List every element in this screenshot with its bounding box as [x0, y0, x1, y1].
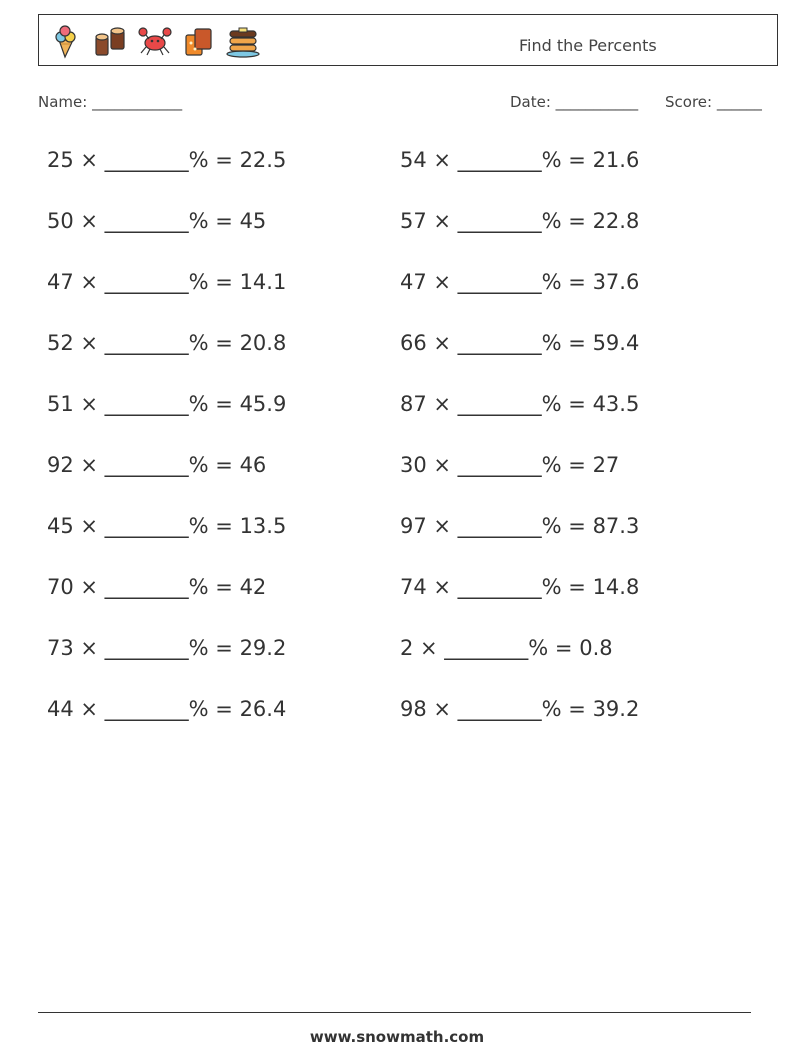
problem-item: 47 × ________% = 37.6: [400, 270, 640, 294]
problem-item: 97 × ________% = 87.3: [400, 514, 640, 538]
header-box: [38, 14, 778, 66]
score-field: Score: ______: [665, 93, 762, 111]
toast-icon: [181, 23, 217, 59]
problem-item: 25 × ________% = 22.5: [47, 148, 287, 172]
icon-strip: [49, 21, 261, 61]
problem-item: 87 × ________% = 43.5: [400, 392, 640, 416]
problem-item: 2 × ________% = 0.8: [400, 636, 613, 660]
pancake-stack-icon: [225, 23, 261, 59]
problem-item: 73 × ________% = 29.2: [47, 636, 287, 660]
ice-cream-icon: [49, 23, 85, 59]
problem-item: 51 × ________% = 45.9: [47, 392, 287, 416]
problem-item: 44 × ________% = 26.4: [47, 697, 287, 721]
problem-item: 70 × ________% = 42: [47, 575, 267, 599]
date-field: Date: ___________: [510, 93, 639, 111]
problem-item: 30 × ________% = 27: [400, 453, 620, 477]
problem-item: 92 × ________% = 46: [47, 453, 267, 477]
problem-item: 52 × ________% = 20.8: [47, 331, 287, 355]
problem-item: 47 × ________% = 14.1: [47, 270, 287, 294]
problem-item: 98 × ________% = 39.2: [400, 697, 640, 721]
problem-item: 57 × ________% = 22.8: [400, 209, 640, 233]
problem-item: 45 × ________% = 13.5: [47, 514, 287, 538]
name-field: Name: ____________: [38, 93, 183, 111]
problem-item: 54 × ________% = 21.6: [400, 148, 640, 172]
footer-site: www.snowmath.com: [309, 1028, 485, 1046]
worksheet-title: Find the Percents: [519, 36, 657, 55]
log-rolls-icon: [93, 23, 129, 59]
problem-item: 66 × ________% = 59.4: [400, 331, 640, 355]
problem-item: 74 × ________% = 14.8: [400, 575, 640, 599]
crab-icon: [137, 23, 173, 59]
footer-divider: [38, 1012, 751, 1013]
problem-item: 50 × ________% = 45: [47, 209, 267, 233]
